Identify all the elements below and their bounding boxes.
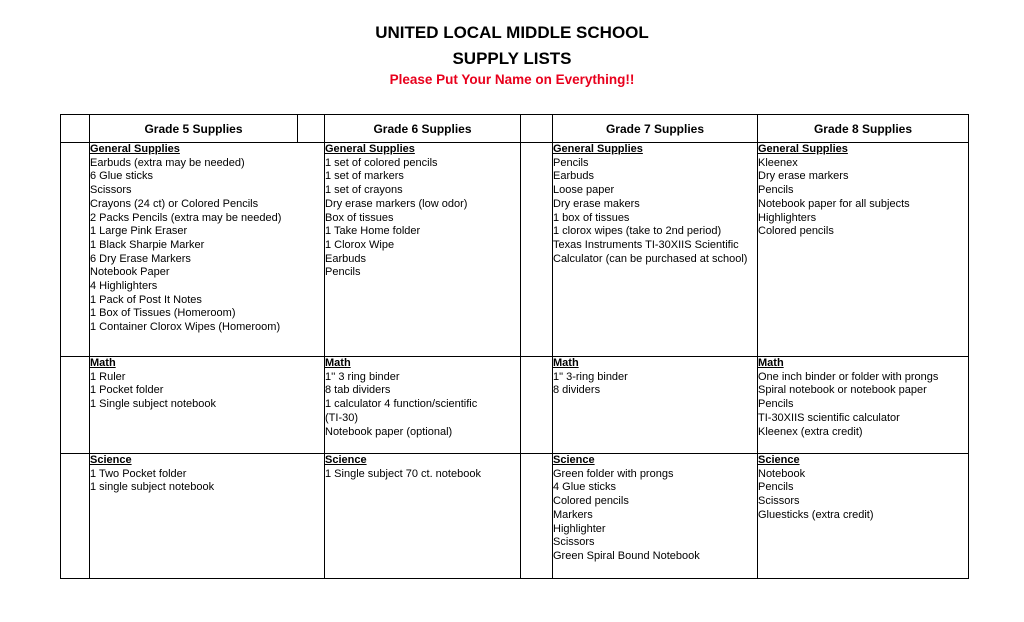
supply-item: Dry erase makers [553, 197, 640, 210]
supply-item: Colored pencils [758, 225, 834, 238]
grade-8-science-cell [758, 454, 969, 579]
grade-7-math-cell [553, 357, 758, 454]
general-supplies-row [61, 143, 969, 357]
supply-item: 1 Clorox Wipe [325, 238, 395, 251]
name-notice: Please Put Your Name on Everything!! [389, 72, 635, 87]
supply-item: Earbuds (extra may be needed) [90, 156, 245, 169]
supply-item: Box of tissues [325, 211, 394, 224]
supply-item: 1 calculator 4 function/scientific [325, 398, 478, 411]
supply-item: 1" 3-ring binder [553, 370, 628, 383]
supply-item: Pencils [758, 184, 794, 197]
supply-item: Gluesticks (extra credit) [758, 508, 874, 521]
supply-item: Earbuds [325, 252, 366, 265]
supply-item: Earbuds [553, 170, 594, 183]
supply-item: Highlighter [553, 522, 606, 535]
grade-8-heading: Grade 8 Supplies [758, 115, 969, 143]
supply-item: Notebook [758, 467, 806, 480]
supply-item: Green folder with prongs [553, 467, 674, 480]
supply-item: 8 dividers [553, 384, 601, 397]
supply-item: TI-30XIIS scientific calculator [758, 411, 900, 424]
supply-item: 2 Packs Pencils (extra may be needed) [90, 211, 282, 224]
math-section-label: Math [90, 357, 116, 369]
supply-item: 1 Ruler [90, 370, 126, 383]
general-section-label: General Supplies [758, 143, 848, 155]
supply-item: 1'' 3 ring binder [325, 370, 400, 383]
supply-item: Texas Instruments TI-30XIIS Scientific [553, 238, 739, 251]
supply-item: Pencils [758, 398, 794, 411]
supply-item: Colored pencils [553, 495, 629, 508]
math-row [61, 357, 969, 454]
grade-7-heading: Grade 7 Supplies [553, 115, 758, 143]
general-section-label: General Supplies [90, 143, 180, 155]
supply-item: 1 set of crayons [325, 184, 403, 197]
grade-8-math-cell [758, 357, 969, 454]
page-title: SUPPLY LISTS [452, 49, 572, 68]
supply-item: 1 Large Pink Eraser [90, 225, 188, 238]
science-section-label: Science [758, 454, 800, 466]
supply-item: Markers [553, 508, 593, 521]
grade-5-general-cell [90, 143, 325, 357]
science-section-label: Science [553, 454, 595, 466]
supply-item: Crayons (24 ct) or Colored Pencils [90, 197, 259, 210]
spacer-cell [61, 115, 90, 143]
school-name: UNITED LOCAL MIDDLE SCHOOL [375, 23, 649, 42]
supply-item: Dry erase markers [758, 170, 849, 183]
header-row [61, 115, 969, 143]
grade-6-general-cell [325, 143, 521, 357]
grade-5-heading: Grade 5 Supplies [90, 115, 298, 143]
general-section-label: General Supplies [325, 143, 415, 155]
supply-item: Notebook paper (optional) [325, 425, 453, 438]
supply-item: Pencils [553, 156, 589, 169]
supply-item: One inch binder or folder with prongs [758, 370, 939, 383]
supply-item: Pencils [758, 481, 794, 494]
supply-item: 1 set of colored pencils [325, 156, 438, 169]
supply-item: 6 Glue sticks [90, 170, 153, 183]
supply-item: 4 Glue sticks [553, 481, 616, 494]
general-section-label: General Supplies [553, 143, 643, 155]
spacer-cell [521, 115, 553, 143]
supply-item: 1 Box of Tissues (Homeroom) [90, 307, 236, 320]
grade-7-science-cell [553, 454, 758, 579]
supply-item: Spiral notebook or notebook paper [758, 384, 927, 397]
supply-table [60, 114, 969, 579]
supply-item: Pencils [325, 266, 361, 279]
grade-5-science-cell [90, 454, 325, 579]
supply-item: Kleenex [758, 156, 798, 169]
supply-item: 1 Pocket folder [90, 384, 164, 397]
science-row [61, 454, 969, 579]
supply-item: 8 tab dividers [325, 384, 391, 397]
supply-item: 1 Single subject notebook [90, 398, 216, 411]
supply-item: Kleenex (extra credit) [758, 425, 863, 438]
math-section-label: Math [553, 357, 579, 369]
grade-6-math-cell [325, 357, 521, 454]
math-section-label: Math [325, 357, 351, 369]
math-section-label: Math [758, 357, 784, 369]
grade-7-general-cell [553, 143, 758, 357]
supply-item: 4 Highlighters [90, 280, 158, 293]
supply-item: 1 set of markers [325, 170, 404, 183]
supply-item: Notebook paper for all subjects [758, 197, 910, 210]
supply-item: Scissors [758, 495, 800, 508]
supply-item: 1 Pack of Post It Notes [90, 293, 202, 306]
supply-item: 1 Two Pocket folder [90, 467, 187, 480]
supply-item: Green Spiral Bound Notebook [553, 549, 700, 562]
spacer-cell [61, 454, 90, 579]
supply-item: 1 box of tissues [553, 211, 630, 224]
spacer-cell [521, 454, 553, 579]
supply-item: Scissors [553, 536, 595, 549]
supply-item: 1 Container Clorox Wipes (Homeroom) [90, 321, 281, 334]
supply-item: Dry erase markers (low odor) [325, 197, 468, 210]
supply-item: Highlighters [758, 211, 817, 224]
supply-item: 1 Single subject 70 ct. notebook [325, 467, 481, 480]
supply-item: 1 single subject notebook [90, 481, 215, 494]
supply-item: Notebook Paper [90, 266, 170, 279]
supply-item: 1 Black Sharpie Marker [90, 238, 205, 251]
supply-item: 1 clorox wipes (take to 2nd period) [553, 225, 722, 238]
spacer-cell [521, 357, 553, 454]
grade-6-science-cell [325, 454, 521, 579]
supply-item: (TI-30) [325, 411, 358, 424]
grade-5-math-cell [90, 357, 325, 454]
supply-item: Calculator (can be purchased at school) [553, 252, 748, 265]
science-section-label: Science [90, 454, 132, 466]
supply-item: 6 Dry Erase Markers [90, 252, 191, 265]
spacer-cell [298, 115, 325, 143]
grade-8-general-cell [758, 143, 969, 357]
science-section-label: Science [325, 454, 367, 466]
spacer-cell [521, 143, 553, 357]
grade-6-heading: Grade 6 Supplies [325, 115, 521, 143]
spacer-cell [61, 143, 90, 357]
supply-item: Scissors [90, 184, 132, 197]
spacer-cell [61, 357, 90, 454]
supply-item: Loose paper [553, 184, 615, 197]
supply-item: 1 Take Home folder [325, 225, 421, 238]
